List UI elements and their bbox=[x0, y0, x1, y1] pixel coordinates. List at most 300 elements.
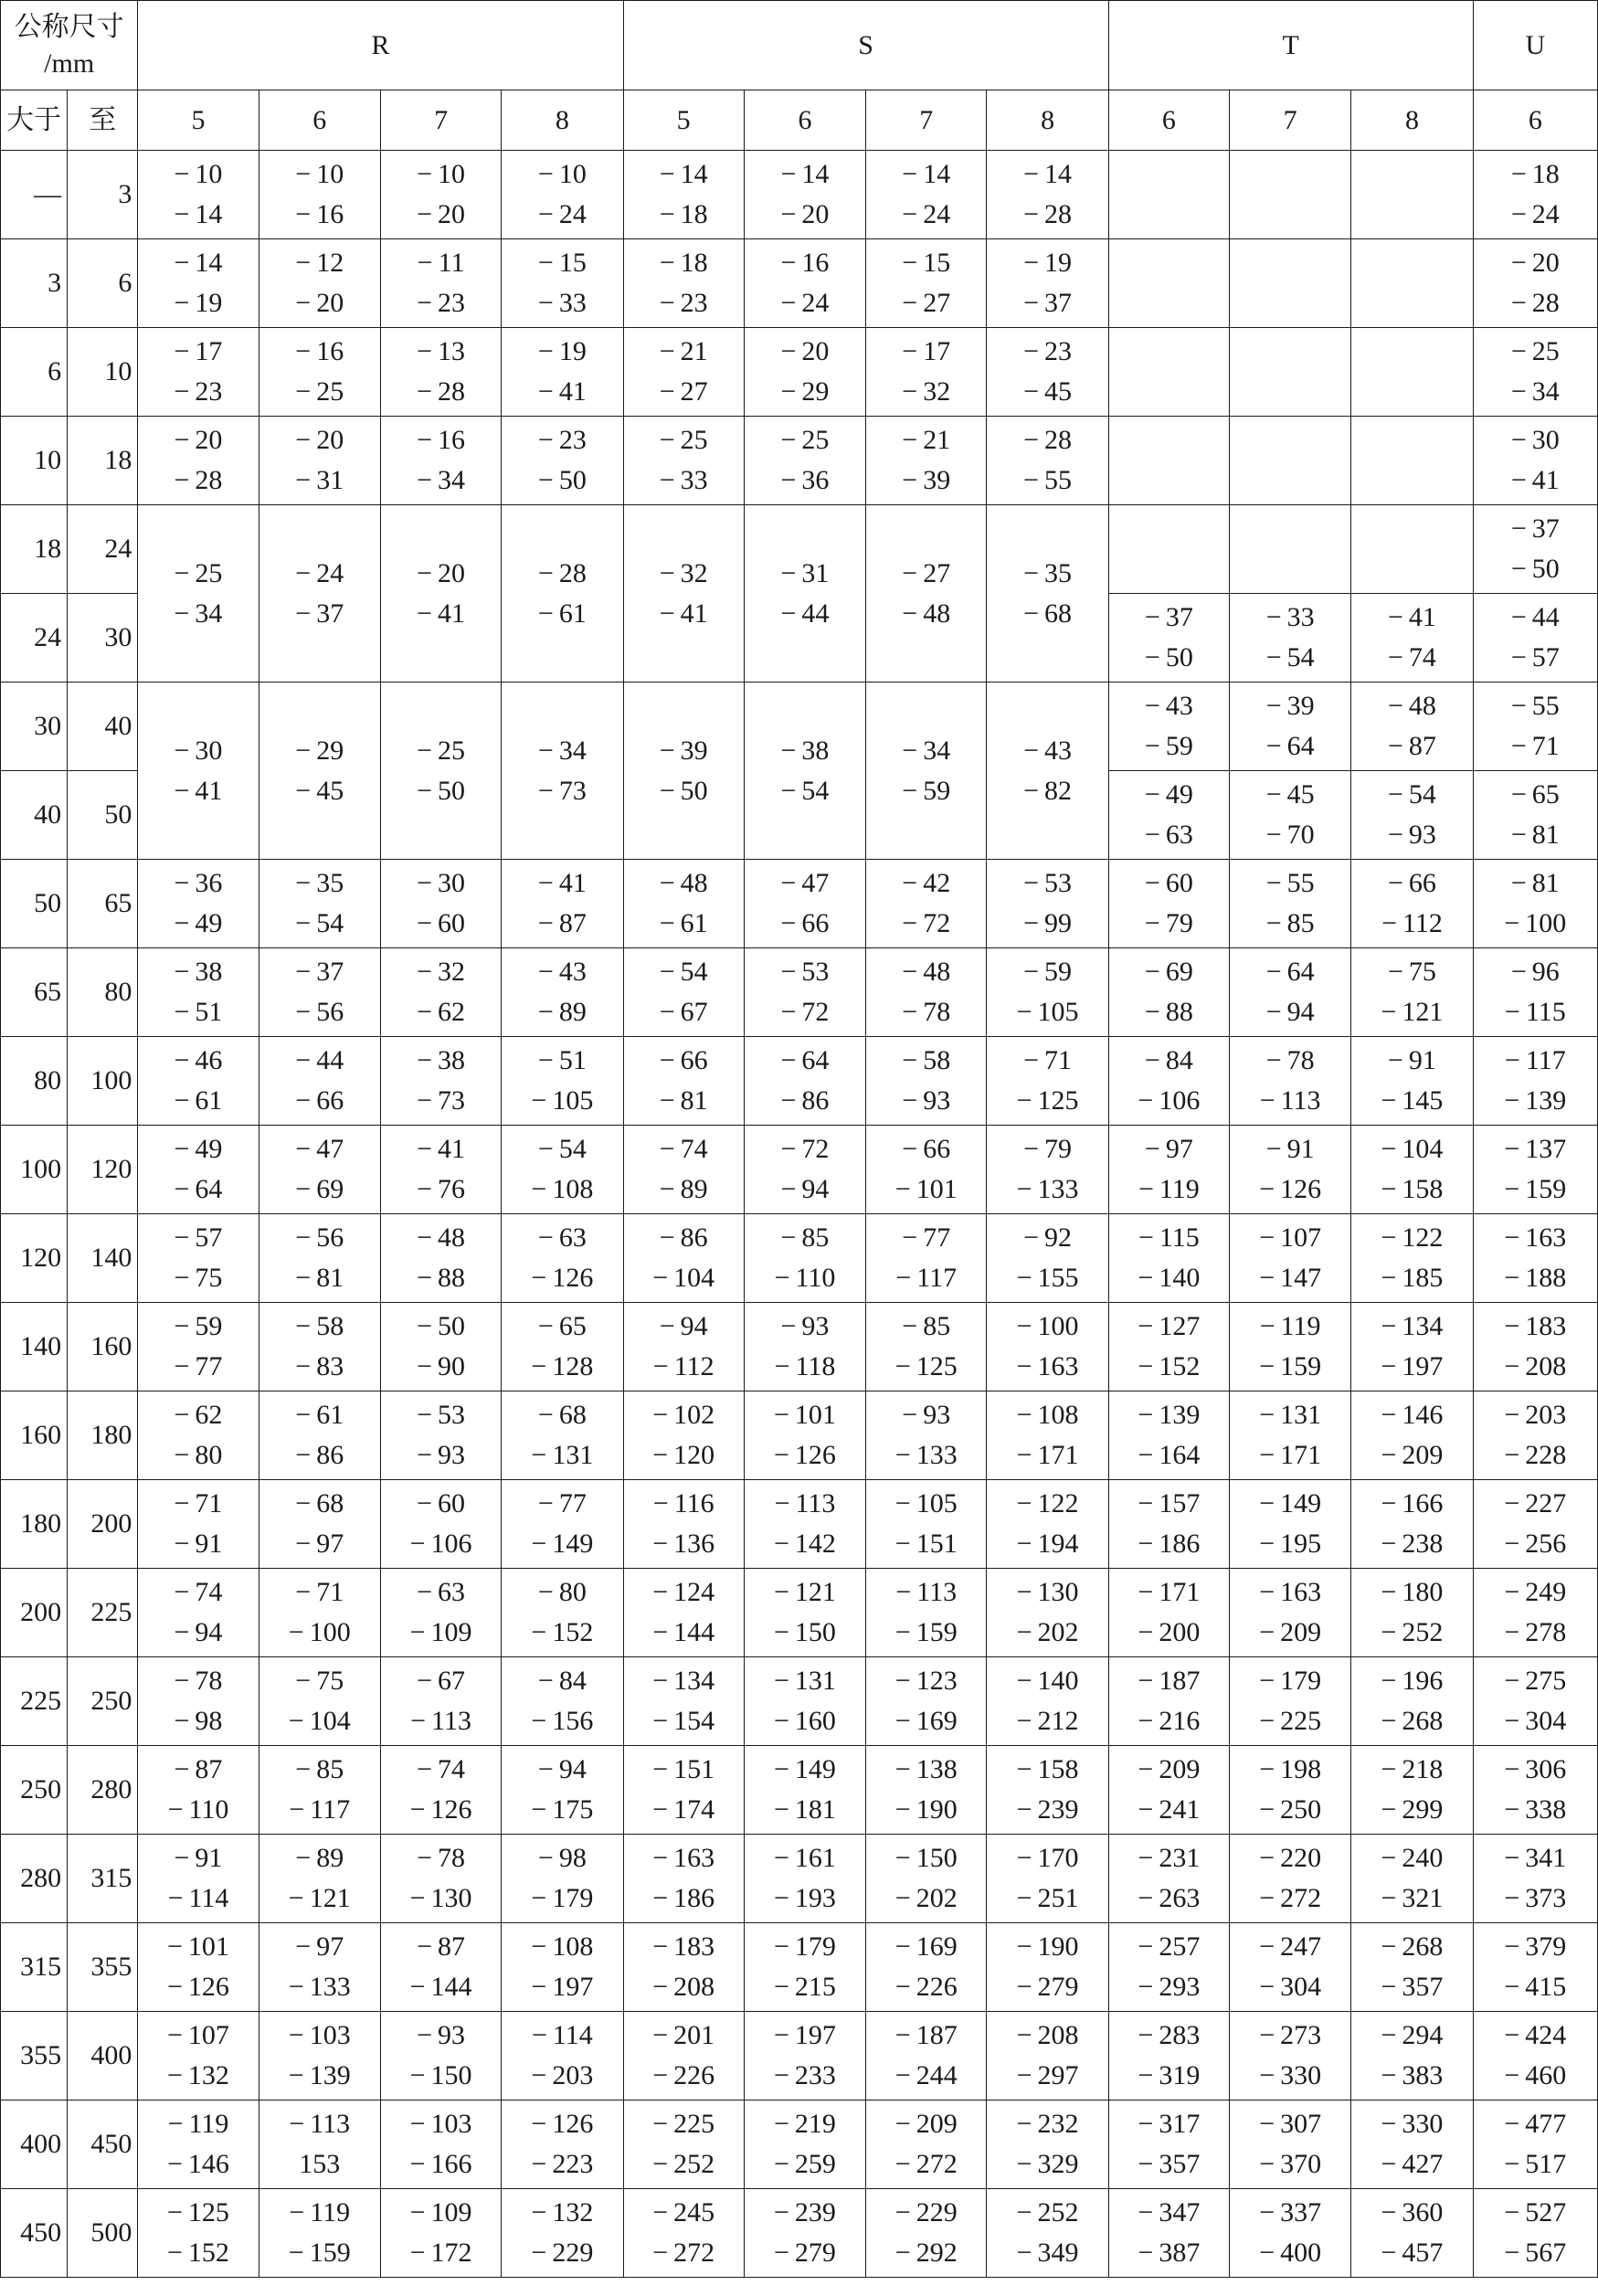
deviation-lower: − 146 bbox=[167, 2149, 229, 2179]
t-deviation-cell bbox=[1351, 1923, 1473, 2012]
deviation-lower: − 62 bbox=[417, 997, 466, 1027]
size-above-cell: 50 bbox=[1, 860, 68, 948]
t-deviation-cell bbox=[1230, 1835, 1351, 1923]
deviation-lower: − 81 bbox=[1510, 820, 1560, 850]
deviation-lower: − 159 bbox=[1259, 1351, 1322, 1381]
grade-header: 5 bbox=[138, 90, 259, 151]
size-above-cell: 120 bbox=[1, 1214, 68, 1303]
deviation-lower: − 171 bbox=[1259, 1440, 1322, 1470]
deviation-upper: − 477 bbox=[1504, 2109, 1567, 2139]
t-deviation-cell bbox=[1351, 860, 1473, 948]
size-to-cell: 10 bbox=[68, 328, 138, 417]
deviation-upper: − 94 bbox=[659, 1311, 708, 1341]
deviation-lower: − 241 bbox=[1138, 1794, 1201, 1825]
deviation-lower: − 32 bbox=[902, 376, 951, 407]
deviation-lower: − 82 bbox=[1023, 775, 1073, 806]
size-above-cell: 30 bbox=[1, 682, 68, 771]
deviation-upper: − 116 bbox=[652, 1488, 714, 1518]
deviation-upper: − 20 bbox=[295, 425, 344, 455]
deviation-lower: − 41 bbox=[417, 598, 466, 629]
size-above-cell: 65 bbox=[1, 948, 68, 1037]
deviation-lower: − 185 bbox=[1381, 1263, 1444, 1293]
deviation-lower: − 77 bbox=[174, 1351, 223, 1381]
deviation-upper: − 130 bbox=[1016, 1577, 1079, 1607]
size-above-cell: 180 bbox=[1, 1480, 68, 1569]
deviation-lower: − 156 bbox=[531, 1706, 594, 1736]
deviation-upper: − 146 bbox=[1381, 1400, 1444, 1430]
deviation-upper: − 19 bbox=[537, 336, 587, 366]
deviation-upper: − 21 bbox=[659, 336, 708, 366]
u-deviation-cell bbox=[1473, 2189, 1597, 2278]
r-deviation-cell bbox=[380, 1037, 501, 1126]
deviation-upper: − 122 bbox=[1016, 1488, 1079, 1518]
t-deviation-cell bbox=[1230, 1391, 1351, 1480]
deviation-upper: − 219 bbox=[774, 2109, 836, 2139]
deviation-upper: − 131 bbox=[1259, 1400, 1322, 1430]
deviation-lower: − 94 bbox=[174, 1617, 223, 1647]
deviation-upper: − 134 bbox=[652, 1666, 715, 1696]
deviation-lower: − 329 bbox=[1016, 2149, 1079, 2179]
deviation-lower: − 172 bbox=[409, 2238, 472, 2268]
s-deviation-cell bbox=[623, 151, 744, 239]
deviation-upper: − 196 bbox=[1381, 1666, 1444, 1696]
deviation-lower: − 567 bbox=[1504, 2238, 1567, 2268]
r-deviation-cell bbox=[380, 1835, 501, 1923]
s-deviation-cell bbox=[623, 2189, 744, 2278]
s-deviation-cell bbox=[866, 2189, 987, 2278]
r-deviation-cell bbox=[138, 2189, 259, 2278]
deviation-upper: − 55 bbox=[1510, 691, 1560, 721]
nominal-size-title: 公称尺寸 bbox=[14, 11, 124, 42]
grade-header: 6 bbox=[1108, 90, 1229, 151]
deviation-lower: − 152 bbox=[531, 1617, 594, 1647]
t-deviation-cell bbox=[1108, 682, 1229, 771]
r-deviation-cell bbox=[138, 239, 259, 328]
deviation-upper: − 68 bbox=[537, 1400, 587, 1430]
table-row bbox=[1, 1126, 1598, 1214]
deviation-lower: − 149 bbox=[531, 1529, 594, 1559]
table-row bbox=[1, 1746, 1598, 1835]
deviation-upper: − 36 bbox=[174, 868, 223, 898]
grade-header: 8 bbox=[502, 90, 623, 151]
t-deviation-cell bbox=[1351, 1214, 1473, 1303]
deviation-upper: − 49 bbox=[174, 1134, 223, 1164]
s-deviation-cell bbox=[987, 682, 1108, 860]
r-deviation-cell bbox=[502, 1214, 623, 1303]
size-to-cell: 100 bbox=[68, 1037, 138, 1126]
deviation-upper: − 53 bbox=[417, 1400, 466, 1430]
r-deviation-cell bbox=[380, 1214, 501, 1303]
s-deviation-cell bbox=[744, 417, 865, 505]
deviation-lower: − 128 bbox=[531, 1351, 594, 1381]
r-deviation-cell bbox=[259, 151, 380, 239]
table-row bbox=[1, 2189, 1598, 2278]
deviation-lower: − 63 bbox=[1144, 820, 1193, 850]
table-row bbox=[1, 2100, 1598, 2189]
r-deviation-cell bbox=[502, 417, 623, 505]
size-to-cell: 180 bbox=[68, 1391, 138, 1480]
deviation-upper: − 30 bbox=[1510, 425, 1560, 455]
nominal-size-header bbox=[1, 1, 138, 90]
deviation-upper: − 69 bbox=[1144, 957, 1193, 987]
deviation-lower: − 50 bbox=[1510, 554, 1560, 584]
deviation-lower: − 79 bbox=[1144, 908, 1193, 938]
deviation-lower: − 41 bbox=[659, 598, 708, 629]
deviation-upper: − 149 bbox=[774, 1754, 836, 1784]
deviation-lower: − 114 bbox=[167, 1883, 229, 1913]
size-above-cell: 140 bbox=[1, 1303, 68, 1391]
deviation-lower: − 37 bbox=[295, 598, 344, 629]
deviation-upper: − 23 bbox=[1023, 336, 1073, 366]
deviation-upper: − 51 bbox=[537, 1045, 587, 1075]
deviation-lower: − 69 bbox=[295, 1174, 344, 1204]
deviation-upper: − 252 bbox=[1016, 2197, 1079, 2227]
u-deviation-cell bbox=[1473, 1923, 1597, 2012]
u-deviation-cell bbox=[1473, 505, 1597, 594]
deviation-lower: − 147 bbox=[1259, 1263, 1322, 1293]
deviation-lower: − 186 bbox=[652, 1883, 715, 1913]
deviation-upper: − 46 bbox=[174, 1045, 223, 1075]
deviation-lower: − 51 bbox=[174, 997, 223, 1027]
u-deviation-cell bbox=[1473, 1746, 1597, 1835]
s-deviation-cell bbox=[987, 2012, 1108, 2100]
r-deviation-cell bbox=[380, 1126, 501, 1214]
deviation-upper: − 108 bbox=[1016, 1400, 1079, 1430]
deviation-lower: − 120 bbox=[652, 1440, 715, 1470]
t-deviation-cell bbox=[1230, 239, 1351, 328]
r-deviation-cell bbox=[259, 239, 380, 328]
u-deviation-cell bbox=[1473, 2100, 1597, 2189]
s-deviation-cell bbox=[866, 948, 987, 1037]
deviation-upper: − 97 bbox=[295, 1931, 344, 1962]
deviation-upper: − 137 bbox=[1504, 1134, 1567, 1164]
r-deviation-cell bbox=[259, 682, 380, 860]
deviation-lower: − 28 bbox=[1510, 288, 1560, 318]
deviation-lower: − 151 bbox=[894, 1529, 958, 1559]
t-deviation-cell bbox=[1230, 1126, 1351, 1214]
r-deviation-cell bbox=[138, 1214, 259, 1303]
deviation-upper: − 163 bbox=[1504, 1222, 1567, 1253]
deviation-lower: − 50 bbox=[537, 465, 587, 495]
deviation-lower: − 56 bbox=[295, 997, 344, 1027]
u-deviation-cell bbox=[1473, 771, 1597, 860]
deviation-upper: − 103 bbox=[288, 2020, 351, 2050]
deviation-upper: − 10 bbox=[417, 159, 466, 189]
deviation-upper: − 16 bbox=[295, 336, 344, 366]
s-deviation-cell bbox=[623, 1391, 744, 1480]
t-deviation-cell bbox=[1230, 1480, 1351, 1569]
deviation-upper: − 203 bbox=[1504, 1400, 1567, 1430]
deviation-upper: − 77 bbox=[537, 1488, 587, 1518]
t-deviation-cell bbox=[1230, 948, 1351, 1037]
deviation-upper: − 527 bbox=[1504, 2197, 1567, 2227]
r-deviation-cell bbox=[259, 1037, 380, 1126]
deviation-lower: − 45 bbox=[295, 775, 344, 806]
t-deviation-cell bbox=[1351, 1480, 1473, 1569]
s-deviation-cell bbox=[623, 417, 744, 505]
table-row bbox=[1, 1835, 1598, 1923]
s-deviation-cell bbox=[623, 2012, 744, 2100]
deviation-upper: − 117 bbox=[1504, 1045, 1566, 1075]
r-deviation-cell bbox=[138, 417, 259, 505]
deviation-lower: − 126 bbox=[774, 1440, 836, 1470]
size-to-cell: 200 bbox=[68, 1480, 138, 1569]
deviation-lower: − 121 bbox=[288, 1883, 351, 1913]
deviation-lower: − 44 bbox=[780, 598, 830, 629]
deviation-lower: − 72 bbox=[902, 908, 951, 938]
deviation-lower: − 150 bbox=[409, 2060, 472, 2090]
group-header-t: T bbox=[1108, 1, 1473, 90]
deviation-upper: − 317 bbox=[1138, 2109, 1201, 2139]
r-deviation-cell bbox=[138, 1923, 259, 2012]
r-deviation-cell bbox=[380, 1657, 501, 1746]
deviation-lower: − 14 bbox=[174, 199, 223, 229]
deviation-lower: − 50 bbox=[659, 775, 708, 806]
s-deviation-cell bbox=[987, 1569, 1108, 1657]
s-deviation-cell bbox=[744, 2189, 865, 2278]
r-deviation-cell bbox=[138, 1657, 259, 1746]
deviation-upper: − 66 bbox=[1388, 868, 1436, 898]
deviation-upper: − 41 bbox=[417, 1134, 466, 1164]
deviation-lower: − 101 bbox=[894, 1174, 958, 1204]
r-deviation-cell bbox=[502, 1391, 623, 1480]
deviation-upper: − 19 bbox=[1023, 248, 1073, 278]
deviation-lower: − 181 bbox=[774, 1794, 836, 1825]
deviation-upper: − 225 bbox=[652, 2109, 715, 2139]
deviation-upper: − 307 bbox=[1259, 2109, 1322, 2139]
deviation-lower: − 279 bbox=[774, 2238, 836, 2268]
s-deviation-cell bbox=[987, 1480, 1108, 1569]
deviation-upper: − 107 bbox=[167, 2020, 229, 2050]
deviation-lower: − 268 bbox=[1381, 1706, 1444, 1736]
deviation-upper: − 89 bbox=[295, 1843, 344, 1873]
deviation-upper: − 34 bbox=[902, 735, 951, 766]
size-to-cell: 140 bbox=[68, 1214, 138, 1303]
t-deviation-cell bbox=[1108, 1391, 1229, 1480]
deviation-upper: − 105 bbox=[894, 1488, 958, 1518]
deviation-upper: − 72 bbox=[780, 1134, 830, 1164]
r-deviation-cell bbox=[259, 417, 380, 505]
table-body bbox=[1, 151, 1598, 2278]
deviation-upper: − 33 bbox=[1265, 602, 1315, 632]
deviation-upper: − 140 bbox=[1016, 1666, 1079, 1696]
deviation-lower: − 115 bbox=[1504, 997, 1566, 1027]
deviation-lower: − 338 bbox=[1504, 1794, 1567, 1825]
deviation-lower: − 387 bbox=[1138, 2238, 1201, 2268]
deviation-upper: − 100 bbox=[1016, 1311, 1079, 1341]
s-deviation-cell bbox=[744, 328, 865, 417]
s-deviation-cell bbox=[866, 1923, 987, 2012]
table-row bbox=[1, 505, 1598, 594]
grade-header: 7 bbox=[866, 90, 987, 151]
r-deviation-cell bbox=[380, 1391, 501, 1480]
deviation-lower: − 330 bbox=[1259, 2060, 1322, 2090]
deviation-lower: − 94 bbox=[1265, 997, 1315, 1027]
deviation-lower: − 24 bbox=[780, 288, 830, 318]
deviation-upper: − 54 bbox=[659, 957, 708, 987]
deviation-lower: − 110 bbox=[167, 1794, 229, 1825]
deviation-lower: − 104 bbox=[652, 1263, 715, 1293]
deviation-lower: − 131 bbox=[531, 1440, 594, 1470]
t-deviation-cell bbox=[1351, 1303, 1473, 1391]
s-deviation-cell bbox=[623, 682, 744, 860]
r-deviation-cell bbox=[502, 1037, 623, 1126]
deviation-upper: − 25 bbox=[417, 735, 466, 766]
deviation-lower: − 24 bbox=[537, 199, 587, 229]
s-deviation-cell bbox=[744, 948, 865, 1037]
table-row bbox=[1, 682, 1598, 771]
size-above-cell: 250 bbox=[1, 1746, 68, 1835]
s-deviation-cell bbox=[744, 682, 865, 860]
grade-header: 8 bbox=[987, 90, 1108, 151]
deviation-upper: − 86 bbox=[659, 1222, 708, 1253]
size-to-cell: 120 bbox=[68, 1126, 138, 1214]
deviation-lower: − 133 bbox=[894, 1440, 958, 1470]
deviation-lower: − 59 bbox=[902, 775, 951, 806]
s-deviation-cell bbox=[744, 2012, 865, 2100]
deviation-lower: − 71 bbox=[1510, 731, 1560, 761]
deviation-lower: − 179 bbox=[531, 1883, 594, 1913]
deviation-upper: − 53 bbox=[1023, 868, 1073, 898]
deviation-upper: − 273 bbox=[1259, 2020, 1322, 2050]
table-row bbox=[1, 239, 1598, 328]
size-to-cell: 30 bbox=[68, 594, 138, 682]
deviation-lower: − 93 bbox=[1388, 820, 1436, 850]
deviation-upper: − 37 bbox=[295, 957, 344, 987]
deviation-upper: − 170 bbox=[1016, 1843, 1079, 1873]
deviation-upper: − 227 bbox=[1504, 1488, 1567, 1518]
deviation-lower: − 225 bbox=[1259, 1706, 1322, 1736]
deviation-lower: − 31 bbox=[295, 465, 344, 495]
r-deviation-cell bbox=[380, 2012, 501, 2100]
r-deviation-cell bbox=[138, 1391, 259, 1480]
deviation-upper: − 24 bbox=[295, 557, 344, 588]
deviation-lower: − 81 bbox=[659, 1085, 708, 1116]
u-deviation-cell bbox=[1473, 328, 1597, 417]
deviation-upper: − 34 bbox=[537, 735, 587, 766]
size-to-cell: 225 bbox=[68, 1569, 138, 1657]
deviation-upper: − 187 bbox=[894, 2020, 958, 2050]
deviation-upper: − 124 bbox=[652, 1577, 715, 1607]
deviation-lower: − 427 bbox=[1381, 2149, 1444, 2179]
deviation-upper: − 247 bbox=[1259, 1931, 1322, 1962]
deviation-upper: − 119 bbox=[289, 2197, 351, 2227]
deviation-lower: − 202 bbox=[1016, 1617, 1079, 1647]
deviation-lower: − 89 bbox=[659, 1174, 708, 1204]
r-deviation-cell bbox=[259, 1923, 380, 2012]
deviation-lower: − 78 bbox=[902, 997, 951, 1027]
deviation-upper: − 78 bbox=[1265, 1045, 1315, 1075]
deviation-lower: − 145 bbox=[1381, 1085, 1444, 1116]
deviation-lower: − 175 bbox=[531, 1794, 594, 1825]
size-to-cell: 18 bbox=[68, 417, 138, 505]
deviation-upper: − 63 bbox=[417, 1577, 466, 1607]
s-deviation-cell bbox=[623, 1569, 744, 1657]
deviation-lower: − 259 bbox=[774, 2149, 836, 2179]
deviation-upper: − 220 bbox=[1259, 1843, 1322, 1873]
deviation-upper: − 98 bbox=[537, 1843, 587, 1873]
table-row bbox=[1, 1037, 1598, 1126]
deviation-upper: − 66 bbox=[659, 1045, 708, 1075]
table-row bbox=[1, 1214, 1598, 1303]
deviation-lower: − 321 bbox=[1381, 1883, 1444, 1913]
deviation-lower: − 160 bbox=[774, 1706, 836, 1736]
deviation-upper: − 84 bbox=[1144, 1045, 1193, 1075]
r-deviation-cell bbox=[138, 1480, 259, 1569]
s-deviation-cell bbox=[744, 239, 865, 328]
deviation-lower: − 159 bbox=[1504, 1174, 1567, 1204]
r-deviation-cell bbox=[259, 2189, 380, 2278]
deviation-lower: − 60 bbox=[417, 908, 466, 938]
deviation-lower: − 112 bbox=[652, 1351, 714, 1381]
t-deviation-cell bbox=[1108, 1657, 1229, 1746]
deviation-lower: − 61 bbox=[659, 908, 708, 938]
deviation-upper: − 138 bbox=[894, 1754, 958, 1784]
s-deviation-cell bbox=[744, 1746, 865, 1835]
r-deviation-cell bbox=[259, 505, 380, 682]
deviation-lower: − 91 bbox=[174, 1529, 223, 1559]
r-deviation-cell bbox=[259, 860, 380, 948]
deviation-upper: − 197 bbox=[774, 2020, 836, 2050]
r-deviation-cell bbox=[380, 328, 501, 417]
deviation-upper: − 10 bbox=[537, 159, 587, 189]
deviation-upper: − 42 bbox=[902, 868, 951, 898]
t-deviation-cell bbox=[1351, 682, 1473, 771]
deviation-lower: − 83 bbox=[295, 1351, 344, 1381]
deviation-upper: − 208 bbox=[1016, 2020, 1079, 2050]
deviation-lower: − 28 bbox=[417, 376, 466, 407]
deviation-upper: − 198 bbox=[1259, 1754, 1322, 1784]
deviation-lower: − 66 bbox=[780, 908, 830, 938]
deviation-lower: − 278 bbox=[1504, 1617, 1567, 1647]
r-deviation-cell bbox=[502, 1303, 623, 1391]
deviation-upper: − 60 bbox=[417, 1488, 466, 1518]
deviation-upper: − 31 bbox=[780, 557, 830, 588]
deviation-lower: − 50 bbox=[1144, 642, 1193, 672]
deviation-lower: − 457 bbox=[1381, 2238, 1444, 2268]
deviation-upper: − 12 bbox=[295, 248, 344, 278]
deviation-upper: − 91 bbox=[174, 1843, 223, 1873]
deviation-upper: − 113 bbox=[289, 2109, 351, 2139]
s-deviation-cell bbox=[987, 328, 1108, 417]
deviation-upper: − 43 bbox=[1023, 735, 1073, 766]
u-deviation-cell bbox=[1473, 151, 1597, 239]
deviation-lower: − 136 bbox=[652, 1529, 715, 1559]
r-deviation-cell bbox=[138, 1569, 259, 1657]
deviation-lower: − 130 bbox=[409, 1883, 472, 1913]
deviation-lower: − 88 bbox=[417, 1263, 466, 1293]
deviation-lower: − 299 bbox=[1381, 1794, 1444, 1825]
deviation-upper: − 54 bbox=[537, 1134, 587, 1164]
r-deviation-cell bbox=[259, 1391, 380, 1480]
size-to-cell: 500 bbox=[68, 2189, 138, 2278]
s-deviation-cell bbox=[623, 1480, 744, 1569]
t-deviation-cell bbox=[1230, 505, 1351, 594]
t-deviation-cell bbox=[1351, 2189, 1473, 2278]
r-deviation-cell bbox=[502, 2012, 623, 2100]
deviation-lower: − 81 bbox=[295, 1263, 344, 1293]
deviation-upper: − 58 bbox=[902, 1045, 951, 1075]
r-deviation-cell bbox=[380, 1303, 501, 1391]
deviation-upper: − 25 bbox=[1510, 336, 1560, 366]
t-deviation-cell bbox=[1351, 505, 1473, 594]
u-deviation-cell bbox=[1473, 239, 1597, 328]
deviation-lower: − 121 bbox=[1381, 997, 1444, 1027]
r-deviation-cell bbox=[502, 682, 623, 860]
t-deviation-cell bbox=[1351, 417, 1473, 505]
deviation-upper: − 43 bbox=[537, 957, 587, 987]
r-deviation-cell bbox=[380, 1569, 501, 1657]
